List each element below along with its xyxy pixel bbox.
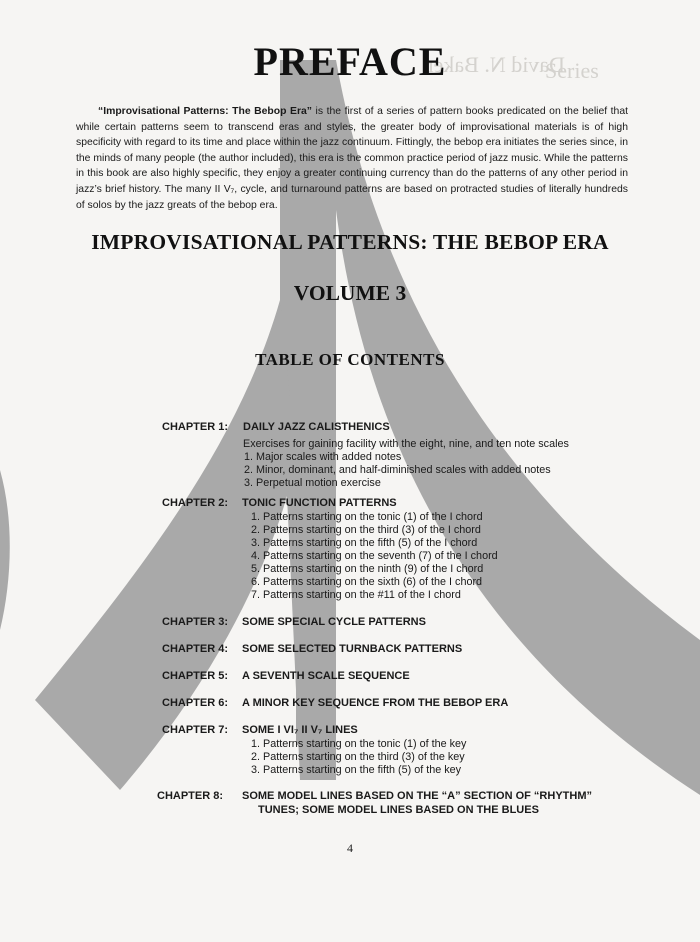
chapter-item: 3. Patterns starting on the fifth (5) of the key (251, 764, 462, 776)
chapter-item: 6. Patterns starting on the sixth (6) of the I chord (251, 576, 483, 588)
chapter-label: CHAPTER 1: (162, 421, 229, 433)
chapter-item: 1. Patterns starting on the tonic (1) of the key (251, 738, 467, 750)
chapter-item: 2. Minor, dominant, and half-diminished scales with added notes (244, 464, 551, 476)
chapter-item: 2. Patterns starting on the third (3) of the key (251, 751, 465, 763)
chapter-heading: SOME SPECIAL CYCLE PATTERNS (242, 616, 426, 628)
chapter-item: 1. Major scales with added notes (244, 451, 402, 463)
chapter-heading: DAILY JAZZ CALISTHENICS (243, 421, 390, 433)
chapter-item: 3. Perpetual motion exercise (244, 477, 381, 489)
chapter-item: 3. Patterns starting on the fifth (5) of the I chord (251, 537, 478, 549)
svg-text:Series: Series (545, 58, 599, 83)
chapter-item: 5. Patterns starting on the ninth (9) of the I chord (251, 563, 484, 575)
chapter-label: CHAPTER 7: (162, 724, 229, 736)
chapter-heading-line2: TUNES; SOME MODEL LINES BASED ON THE BLUES (258, 804, 539, 816)
chapter-label: CHAPTER 5: (162, 670, 229, 682)
chapter-label: CHAPTER 4: (162, 643, 229, 655)
chapter-label: CHAPTER 8: (157, 790, 224, 802)
chapter-item: 7. Patterns starting on the #11 of the I chord (251, 589, 461, 601)
chapter-heading: TONIC FUNCTION PATTERNS (242, 497, 397, 509)
book-title: IMPROVISATIONAL PATTERNS: THE BEBOP ERA (91, 230, 609, 254)
chapter-subheading: Exercises for gaining facility with the eight, nine, and ten note scales (243, 438, 569, 450)
chapter-label: CHAPTER 6: (162, 697, 229, 709)
chapter-heading: A SEVENTH SCALE SEQUENCE (242, 670, 410, 682)
chapter-heading: SOME I VI₇ II V₇ LINES (242, 724, 358, 736)
chapter-heading: SOME SELECTED TURNBACK PATTERNS (242, 643, 463, 655)
chapter-heading: A MINOR KEY SEQUENCE FROM THE BEBOP ERA (242, 697, 509, 709)
preface-paragraph (76, 104, 628, 213)
volume-title: VOLUME 3 (293, 281, 407, 305)
chapter-item: 1. Patterns starting on the tonic (1) of the I chord (251, 511, 483, 523)
toc-title: TABLE OF CONTENTS (255, 350, 445, 369)
chapter-label: CHAPTER 3: (162, 616, 229, 628)
preface-body-text: is the first of a series of pattern books predicated on the belief that while certain patterns seem to transcend eras and styles, the greater body of improvisational materials is of high specificity with regard to its time and place within the jazz continuum. Fittingly, the bebop era initiates the series since, in the minds of many people (the author included), this era is the common practice period of jazz music. While the patterns in this book are also highly specific, they enjoy a greater continuing currency than do the patterns of any other period in jazz’s brief history. The many II V₇, cycle, and turnaround patterns are based on protracted studies of literally hundreds of solos by the jazz greats of the bebop era. (76, 106, 628, 211)
chapter-item: 4. Patterns starting on the seventh (7) of the I chord (251, 550, 498, 562)
svg-text:David N. Baker: David N. Baker (426, 52, 565, 77)
chapter-heading: SOME MODEL LINES BASED ON THE “A” SECTION OF “RHYTHM” (242, 790, 592, 802)
page-number: 4 (347, 841, 353, 855)
preface-book-quote: “Improvisational Patterns: The Bebop Era” (98, 106, 312, 117)
chapter-label: CHAPTER 2: (162, 497, 229, 509)
preface-title: PREFACE (253, 39, 447, 84)
chapter-item: 2. Patterns starting on the third (3) of the I chord (251, 524, 481, 536)
